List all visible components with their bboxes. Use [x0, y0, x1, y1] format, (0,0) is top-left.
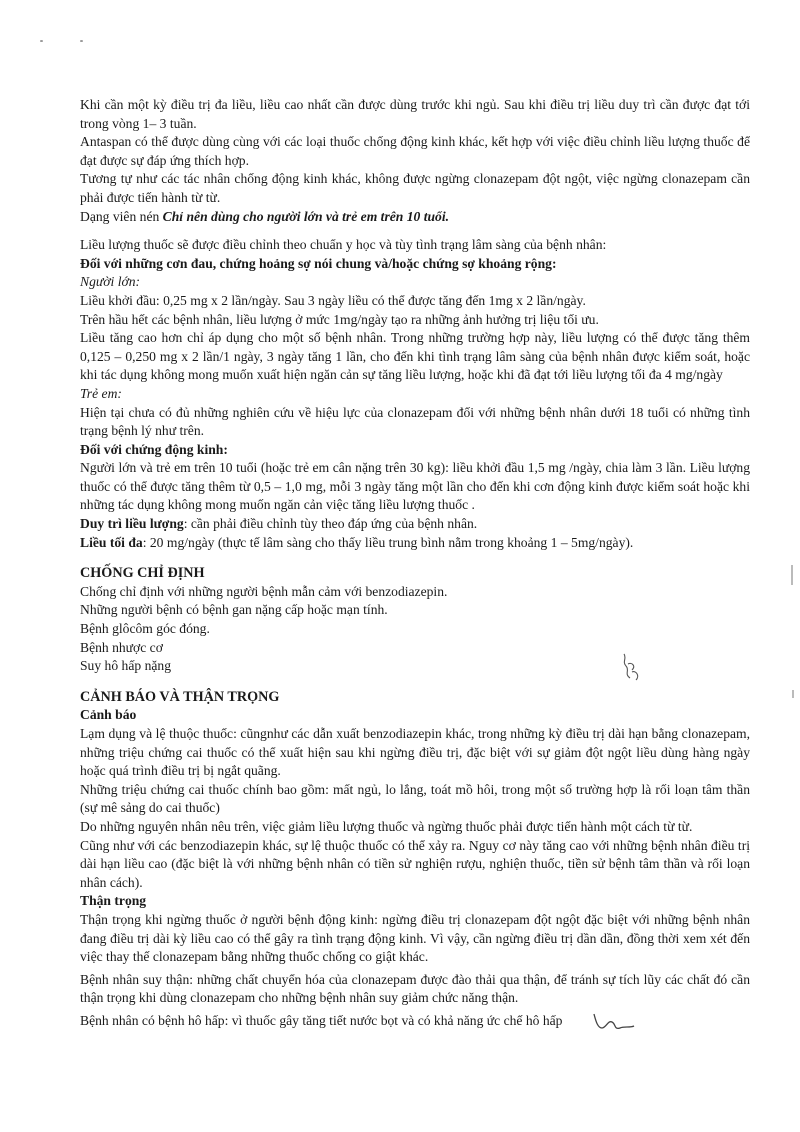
adults-dose-3: Liều tăng cao hơn chỉ áp dụng cho một số bệnh nhân. Trong những trường hợp này, liều lượng có thể được tăng thêm 0,125 – 0,250 mg x 2 lần/1 ngày, 3 ngày tăng 1 lần, cho đến khi tình trạng lâm sàng của bệnh nhân được kiểm soát, hoặc khi tác dụng không mong muốn xuất hiện ngăn cản sự tăng liều lượng, hoặc khi đã đạt tới liều lượng tối đa 4 mg/ngày	[80, 330, 750, 383]
scan-speck	[40, 40, 43, 42]
handwritten-initials	[590, 1010, 638, 1034]
contraindication-item: Suy hô hấp nặng	[80, 658, 171, 674]
caution-paragraph-2: Bệnh nhân suy thận: những chất chuyển hóa của clonazepam được đào thải qua thận, để tránh sự tích lũy các chất đó cần thận trọng khi dùng clonazepam cho những bệnh nhân suy giảm chức năng thận.	[80, 971, 750, 1006]
adults-dose-1: Liều khởi đầu: 0,25 mg x 2 lần/ngày. Sau 3 ngày liều có thể được tăng đến 1mg x 2 lần/ngày.	[80, 292, 586, 308]
scan-edge-mark	[791, 565, 793, 585]
caution-paragraph-3: Bệnh nhân có bệnh hô hấp: vì thuốc gây tăng tiết nước bọt và có khả năng ức chế hô hấp	[80, 1012, 563, 1028]
intro-p4-emphasis: Chỉ nên dùng cho người lớn và trẻ em trên 10 tuổi.	[162, 208, 450, 224]
handwritten-signature	[618, 650, 644, 686]
contraindication-item: Bệnh glôcôm góc đóng.	[80, 621, 210, 637]
children-label: Trẻ em:	[80, 385, 122, 401]
intro-p4-prefix: Dạng viên nén	[80, 208, 163, 224]
intro-paragraph-3: Tương tự như các tác nhân chống động kinh khác, không được ngừng clonazepam đột ngột, việc ngừng clonazepam cần phải được tiến hành từ từ.	[80, 171, 750, 205]
scan-speck	[80, 40, 83, 42]
document-page	[80, 96, 750, 1031]
adults-dose-2: Trên hầu hết các bệnh nhân, liều lượng ở mức 1mg/ngày tạo ra những ảnh hưởng trị liệu tối ưu.	[80, 311, 599, 327]
contraindication-item: Những người bệnh có bệnh gan nặng cấp hoặc mạn tính.	[80, 602, 388, 618]
children-dose-1: Hiện tại chưa có đủ những nghiên cứu về hiệu lực của clonazepam đối với những bệnh nhân dưới 18 tuổi có những tình trạng bệnh lý như trên.	[80, 404, 750, 439]
contraindication-item: Bệnh nhược cơ	[80, 639, 163, 655]
intro-paragraph-2: Antaspan có thể được dùng cùng với các loại thuốc chống động kinh khác, kết hợp với việc điều chỉnh liều lượng thuốc để đạt được sự đáp ứng thích hợp.	[80, 134, 750, 168]
caution-subheading: Thận trọng	[80, 893, 147, 909]
max-dose-label: Liều tối đa	[80, 534, 143, 550]
warning-paragraph-3: Do những nguyên nhân nêu trên, việc giảm liều lượng thuốc và ngừng thuốc phải được tiến hành một cách từ từ.	[80, 818, 693, 834]
contraindications-heading: CHỐNG CHỈ ĐỊNH	[80, 565, 205, 582]
epilepsy-dose-1: Người lớn và trẻ em trên 10 tuổi (hoặc trẻ em cân nặng trên 30 kg): liều khởi đầu 1,5 mg /ngày, chia làm 3 lần. Liều lượng thuốc có thể được tăng thêm từ 0,5 – 1,0 mg, mỗi 3 ngày tăng một lần cho đến khi cơn động kinh được kiểm soát hoặc khi những tác dụng không mong muốn ngăn cản việc tăng liều lượng thuốc .	[80, 460, 750, 513]
caution-paragraph-1: Thận trọng khi ngừng thuốc ở người bệnh động kinh: ngừng điều trị clonazepam đột ngột đặc biệt với những bệnh nhân đang điều trị dài kỳ liều cao có thể gây ra tình trạng động kinh. Vì vậy, cần ngừng điều trị dần dần, đồng thời xem xét đến việc thay thế clonazepam bằng những thuốc chống co giật khác.	[80, 911, 750, 965]
warning-paragraph-4: Cũng như với các benzodiazepin khác, sự lệ thuộc thuốc có thể xảy ra. Nguy cơ này tăng cao với những bệnh nhân điều trị dài hạn liều cao (đặc biệt là với những bệnh nhân có tiền sử nghiện rượu, nghiện thuốc, tiền sử bệnh tâm thần và rối loạn nhân cách).	[80, 837, 750, 890]
epilepsy-heading: Đối với chứng động kinh:	[80, 441, 228, 457]
scan-edge-mark	[792, 690, 794, 698]
adults-label: Người lớn:	[80, 274, 141, 290]
warnings-heading: CẢNH BÁO VÀ THẬN TRỌNG	[80, 688, 280, 705]
dosage-lead: Liều lượng thuốc sẽ được điều chỉnh theo chuẩn y học và tùy tình trạng lâm sàng của bệnh nhân:	[80, 237, 607, 253]
warning-paragraph-2: Những triệu chứng cai thuốc chính bao gồm: mất ngủ, lo lắng, toát mồ hôi, trong một số trường hợp là rối loạn tâm thần (sự mê sảng do cai thuốc)	[80, 781, 750, 816]
max-dose	[80, 534, 750, 553]
warning-paragraph-1: Lạm dụng và lệ thuộc thuốc: cũngnhư các dẫn xuất benzodiazepin khác, trong những kỳ điều trị dài hạn bằng clonazepam, những triệu chứng cai thuốc có thể xuất hiện sau khi ngừng điều trị, đặc biệt với sự giảm đột ngột liều dùng hàng ngày hoặc quá trình điều trị bị ngắt quãng.	[80, 726, 750, 779]
contraindication-item: Chống chỉ định với những người bệnh mẫn cảm với benzodiazepin.	[80, 583, 448, 599]
warning-subheading: Cảnh báo	[80, 707, 137, 723]
maintenance-label: Duy trì liều lượng	[80, 516, 184, 532]
max-dose-text: : 20 mg/ngày (thực tế lâm sàng cho thấy liều trung bình nằm trong khoảng 1 – 5mg/ngày).	[142, 534, 634, 550]
intro-paragraph-4	[80, 208, 750, 227]
maintenance-text: : cần phải điều chỉnh tùy theo đáp ứng của bệnh nhân.	[183, 516, 478, 532]
maintenance-dose	[80, 515, 750, 534]
intro-paragraph-1: Khi cần một kỳ điều trị đa liều, liều cao nhất cần được dùng trước khi ngủ. Sau khi điều trị liều duy trì cần được đạt tới trong vòng 1– 3 tuần.	[80, 97, 750, 131]
panic-heading: Đối với những cơn đau, chứng hoảng sợ nói chung và/hoặc chứng sợ khoảng rộng:	[80, 255, 557, 271]
